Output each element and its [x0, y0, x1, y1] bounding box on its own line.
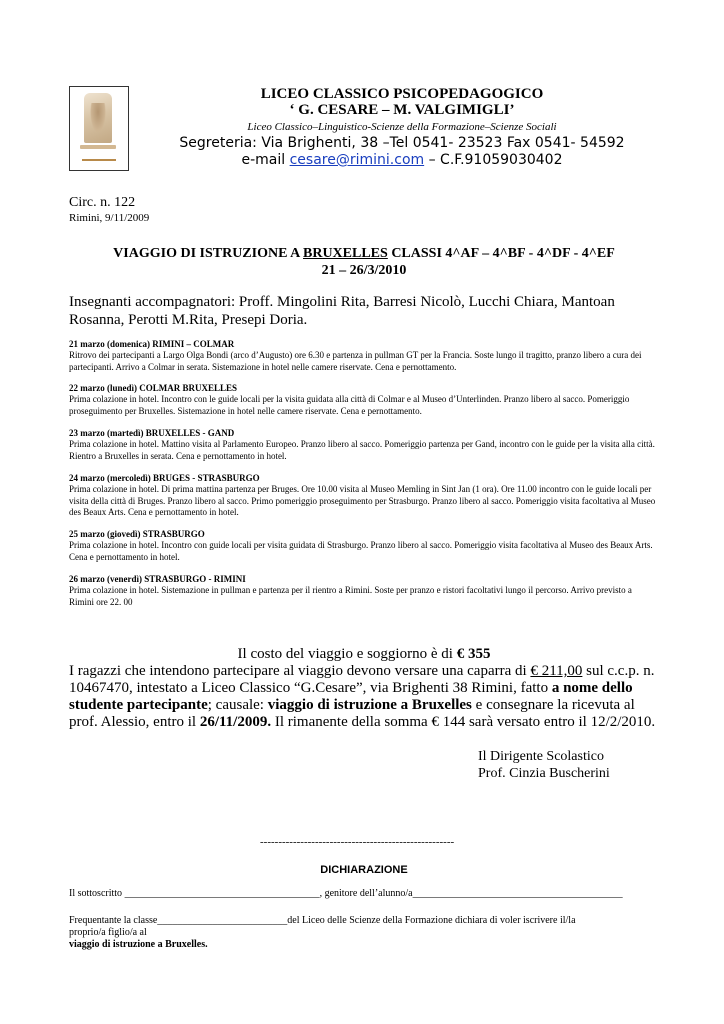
- itinerary-day: [69, 428, 659, 462]
- circular-number: Circ. n. 122: [69, 195, 136, 210]
- declaration-line-4: viaggio di istruzione a Bruxelles.: [69, 939, 208, 950]
- teachers-paragraph: Insegnanti accompagnatori: Proff. Mingolini Rita, Barresi Nicolò, Lucchi Chiara, Mantoan Rosanna, Perotti M.Rita, Presepi Doria.: [69, 294, 615, 328]
- school-address: Segreteria: Via Brighenti, 38 –Tel 0541- 23523 Fax 0541- 54592: [179, 135, 625, 151]
- day-heading: 21 marzo (domenica) RIMINI – COLMAR: [69, 339, 235, 349]
- declaration-line-3: proprio/a figlio/a al: [69, 927, 147, 938]
- title-classes: CLASSI 4^AF – 4^BF - 4^DF - 4^EF: [387, 246, 615, 261]
- student-name-field[interactable]: __________________________________________: [412, 888, 623, 899]
- payment-paragraph: I ragazzi che intendono partecipare al viaggio devono versare una caparra di € 211,00 sul c.c.p. n. 10467470, intestato a Liceo Classico “G.Cesare”, via Brighenti 38 Rimini, fatto a nome dello studente partecipante; causale: viaggio di istruzione a Bruxelles e consegnare la ricevuta al prof. Alessio, entro il 26/11/2009. Il rimanente della somma € 144 sarà versato entro il 12/2/2010.: [69, 663, 656, 730]
- school-subname: ‘ G. CESARE – M. VALGIMIGLI’: [289, 102, 515, 118]
- declaration-line-1: Il sottoscritto _______________________________________, genitore dell’alunno/a__________________________________________: [69, 888, 623, 899]
- day-text: Prima colazione in hotel. Mattino visita al Parlamento Europeo. Pranzo libero al sacco. Pomeriggio partenza per Gand, incontro con le guide per la visita alla città. Rientro a Bruxelles in serata. Cena e pernottamento in hotel.: [69, 439, 655, 461]
- school-tagline: Liceo Classico–Linguistico-Scienze della Formazione–Scienze Sociali: [247, 121, 557, 133]
- day-heading: 26 marzo (venerdì) STRASBURGO - RIMINI: [69, 574, 246, 584]
- itinerary-day: [69, 473, 659, 519]
- trip-cost: [69, 646, 659, 663]
- relief-image: [84, 93, 112, 143]
- payer-note: a nome dello studente partecipante: [69, 680, 633, 713]
- day-heading: 22 marzo (lunedì) COLMAR BRUXELLES: [69, 383, 238, 393]
- day-text: Prima colazione in hotel. Incontro con guide locali per visita guidata di Strasburgo. Pranzo libero al sacco. Pomeriggio visita facoltativa al Museo des Beaux Arts. Cena e pernottamento in hotel.: [69, 540, 653, 562]
- payment-causal: viaggio di istruzione a Bruxelles: [267, 697, 472, 713]
- trip-dates: 21 – 26/3/2010: [321, 263, 407, 278]
- title-prefix: VIAGGIO DI ISTRUZIONE A: [113, 246, 303, 261]
- day-text: Ritrovo dei partecipanti a Largo Olga Bondi (arco d’Augusto) ore 6.30 e partenza in pullman GT per la Francia. Soste lungo il tragitto, pranzo libero a cura dei partecipanti. Arrivo a Colmar in serata. Sistemazione in hotel nelle camere riservate. Cena e pernottamento.: [69, 350, 642, 372]
- email-label: e-mail: [241, 152, 290, 168]
- class-field[interactable]: __________________________: [157, 915, 288, 926]
- declaration-line-2: Frequentante la classe__________________________del Liceo delle Scienze della Formazione dichiara di voler iscrivere il/la: [69, 915, 576, 926]
- school-name: LICEO CLASSICO PSICOPEDAGOGICO: [260, 86, 544, 102]
- cost-label: Il costo del viaggio e soggiorno è di: [237, 646, 457, 662]
- day-heading: 25 marzo (giovedì) STRASBURGO: [69, 529, 205, 539]
- school-logo: [69, 86, 129, 171]
- day-heading: 24 marzo (mercoledì) BRUGES - STRASBURGO: [69, 473, 260, 483]
- signature-name: Prof. Cinzia Buscherini: [478, 766, 610, 781]
- itinerary-day: [69, 383, 659, 417]
- cost-amount: € 355: [456, 646, 491, 662]
- deposit-amount: € 211,00: [530, 663, 583, 679]
- email-link[interactable]: cesare@rimini.com: [289, 152, 425, 168]
- signature-role: Il Dirigente Scolastico: [478, 749, 604, 764]
- day-text: Prima colazione in hotel. Incontro con le guide locali per la visita guidata alla città di Colmar e al Museo d’Unterlinden. Pranzo libero al sacco. Pomeriggio proseguimento per Bruxelles. Sistemazione in hotel nelle camere riservate. Cena e pernottamento.: [69, 394, 630, 416]
- title-destination: BRUXELLES: [303, 246, 388, 261]
- deadline-date: 26/11/2009.: [199, 714, 272, 730]
- parent-name-field[interactable]: _______________________________________: [124, 888, 320, 899]
- trip-title: [69, 245, 659, 262]
- declaration-title: DICHIARAZIONE: [320, 864, 408, 876]
- contact-line: [140, 152, 664, 168]
- itinerary-day: [69, 529, 659, 563]
- logo-underline: [82, 159, 116, 161]
- itinerary-day: [69, 339, 659, 373]
- separator-line: -----------------------------------------------------: [260, 836, 455, 848]
- itinerary-day: [69, 574, 659, 608]
- day-text: Prima colazione in hotel. Di prima mattina partenza per Bruges. Ore 10.00 visita al Museo Memling in Sint Jan (1 ora). Ore 11.00 incontro con le guide locali per visita della città di Bruges. Pranzo libero al sacco. Primo pomeriggio proseguimento per Strasburgo. Pranzo libero al sacco. Pomeriggio visita facoltativa al Museo des Beaux Arts. Cena e pernottamento in hotel.: [69, 484, 656, 518]
- tax-code: – C.F.91059030402: [424, 152, 563, 168]
- circular-date: Rimini, 9/11/2009: [69, 212, 150, 224]
- day-text: Prima colazione in hotel. Sistemazione in pullman e partenza per il rientro a Rimini. Soste per pranzo e ristori facoltativi lungo il percorso. Arrivo previsto a Rimini ore 22. 00: [69, 585, 632, 607]
- day-heading: 23 marzo (martedì) BRUXELLES - GAND: [69, 428, 235, 438]
